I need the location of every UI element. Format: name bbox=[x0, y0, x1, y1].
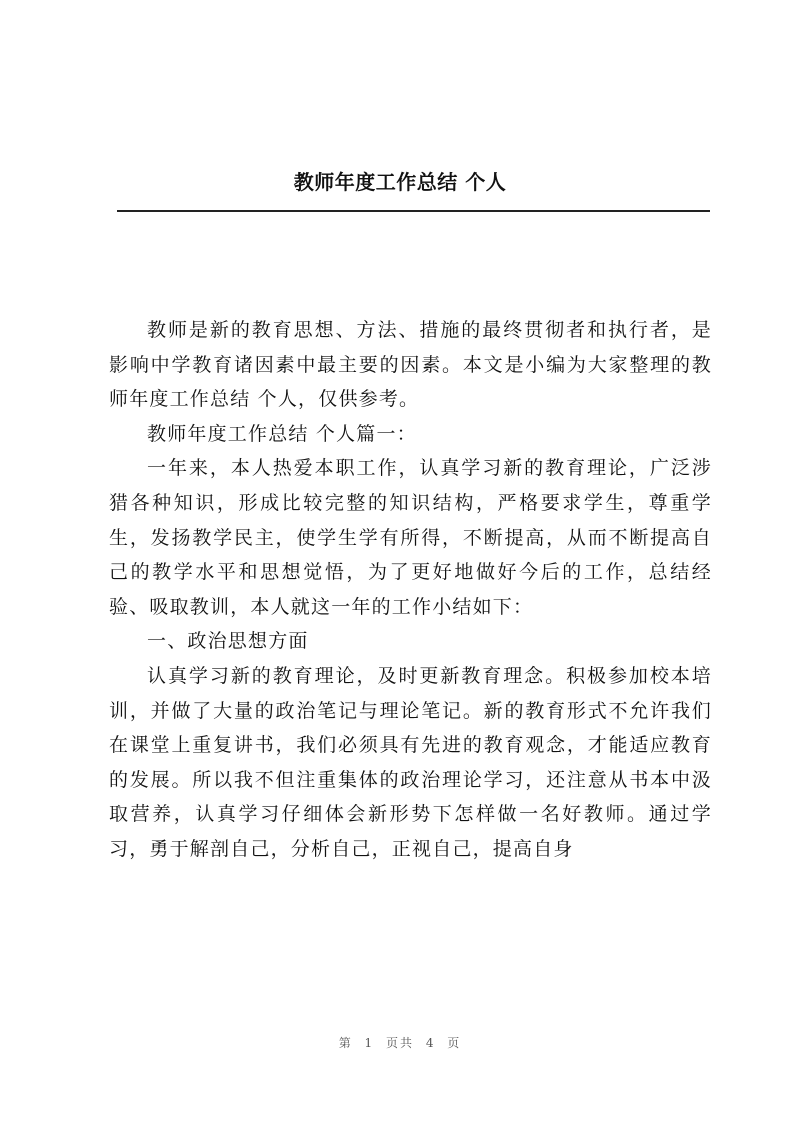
document-body bbox=[109, 313, 712, 867]
paragraph-section-heading: 教师年度工作总结 个人篇一： bbox=[147, 422, 417, 445]
paragraph-subheading-politics: 一、政治思想方面 bbox=[147, 630, 309, 653]
paragraph-intro: 教师是新的教育思想、方法、措施的最终贯彻者和执行者，是影响中学教育诸因素中最主要的因素。本文是小编为大家整理的教师年度工作总结 个人，仅供参考。 bbox=[109, 319, 712, 411]
page-title: 教师年度工作总结 个人 bbox=[293, 170, 507, 194]
title-underline bbox=[117, 210, 710, 212]
paragraph-overview: 一年来，本人热爱本职工作，认真学习新的教育理论，广泛涉猎各种知识，形成比较完整的知识结构，严格要求学生，尊重学生，发扬教学民主，使学生学有所得，不断提高，从而不断提高自己的教学水平和思想觉悟，为了更好地做好今后的工作，总结经验、吸取教训，本人就这一年的工作小结如下： bbox=[109, 457, 712, 618]
page-number-footer: 第 1 页共 4 页 bbox=[338, 1036, 462, 1050]
paragraph-politics-body: 认真学习新的教育理论，及时更新教育理念。积极参加校本培训，并做了大量的政治笔记与理论笔记。新的教育形式不允许我们在课堂上重复讲书，我们必须具有先进的教育观念，才能适应教育的发展。所以我不但注重集体的政治理论学习，还注意从书本中汲取营养，认真学习仔细体会新形势下怎样做一名好教师。通过学习，勇于解剖自己，分析自己，正视自己，提高自身 bbox=[109, 664, 712, 860]
